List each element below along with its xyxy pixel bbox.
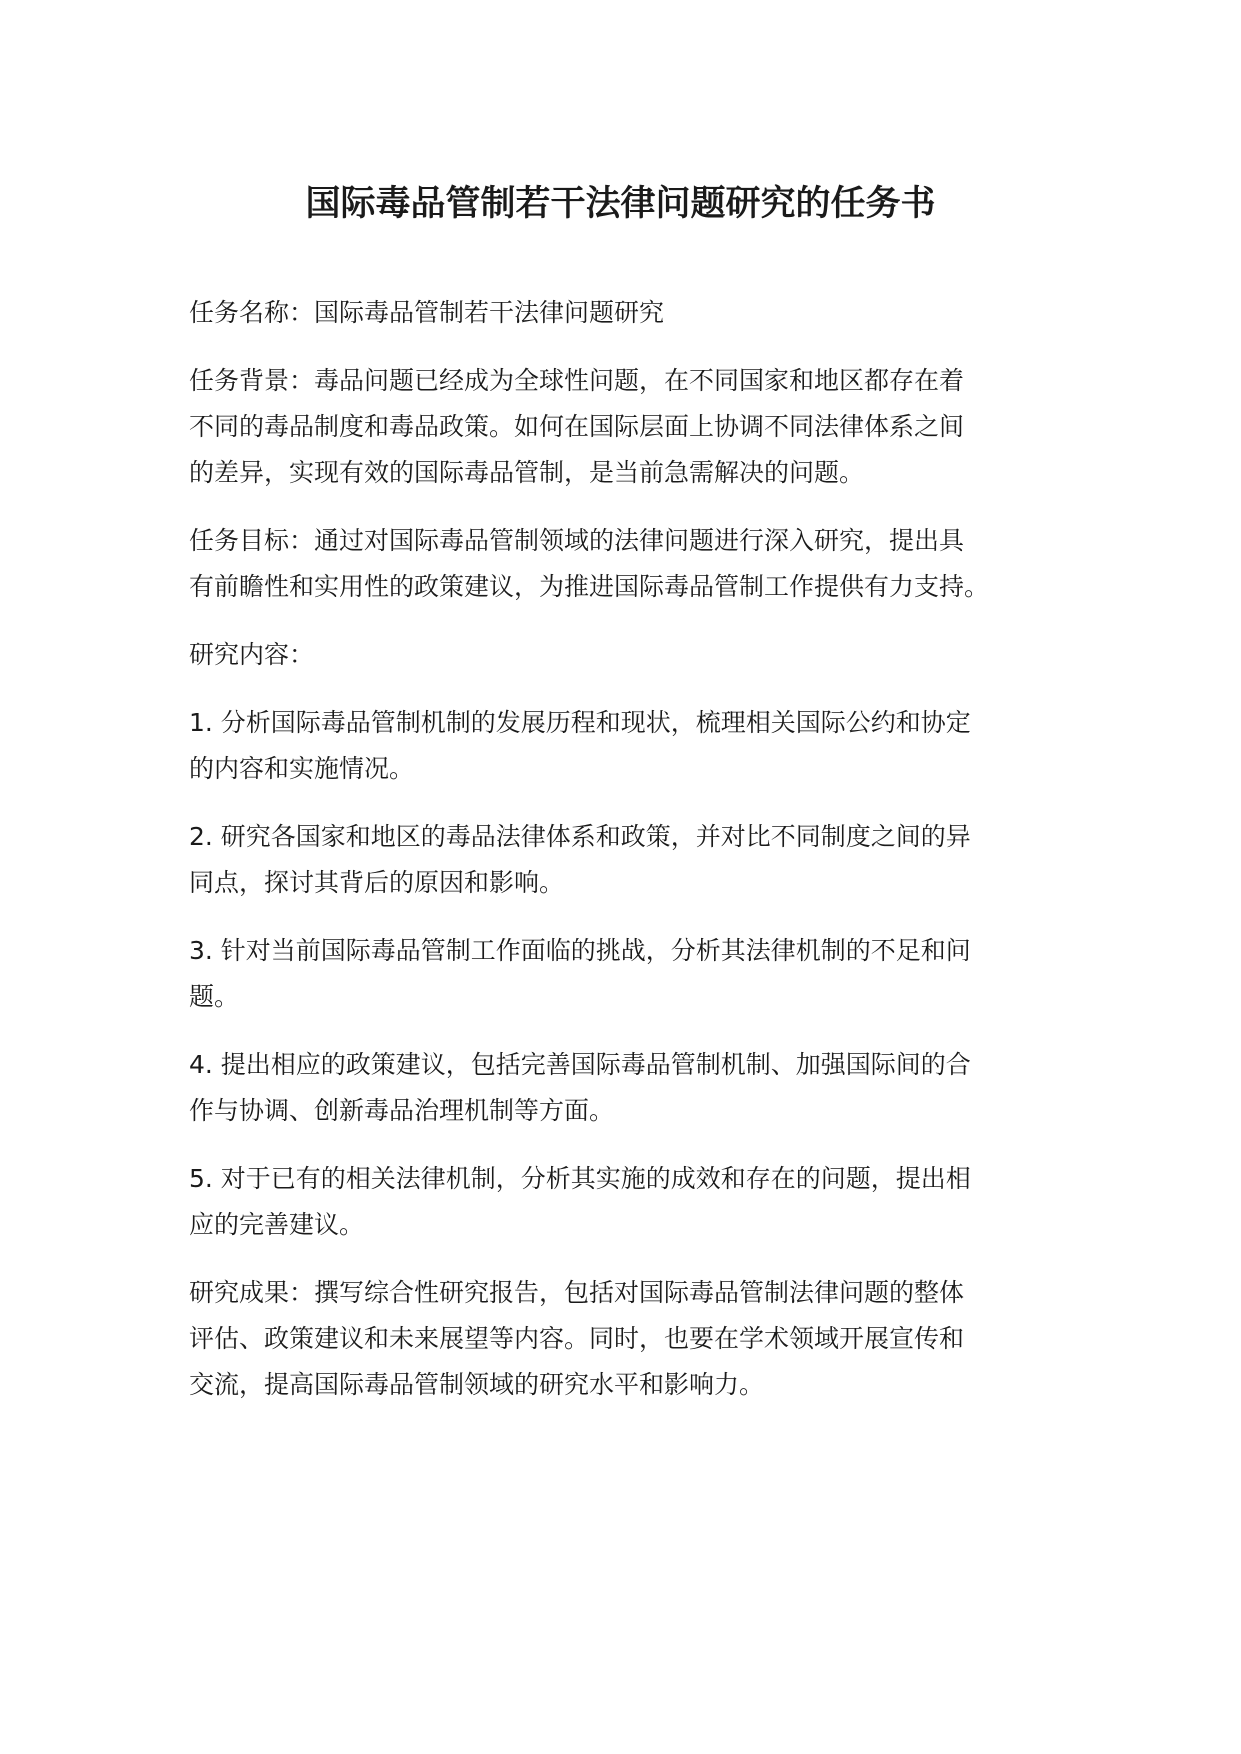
text-line: 应的完善建议。 — [189, 1210, 365, 1239]
text-line: 3. 针对当前国际毒品管制工作面临的挑战，分析其法律机制的不足和问 — [189, 936, 971, 965]
document-body — [189, 290, 1069, 1430]
paragraph-task-name — [189, 290, 1069, 336]
text-line: 同点，探讨其背后的原因和影响。 — [189, 868, 565, 897]
list-item-3 — [189, 928, 1069, 1020]
paragraph-task-goal — [189, 518, 1069, 610]
text-line: 作与协调、创新毒品治理机制等方面。 — [189, 1096, 615, 1125]
text-line: 研究内容： — [189, 640, 315, 669]
text-line: 任务背景：毒品问题已经成为全球性问题，在不同国家和地区都存在着 — [189, 366, 965, 395]
paragraph-research-results — [189, 1270, 1069, 1408]
text-line: 1. 分析国际毒品管制机制的发展历程和现状，梳理相关国际公约和协定 — [189, 708, 971, 737]
list-item-2 — [189, 814, 1069, 906]
text-line: 4. 提出相应的政策建议，包括完善国际毒品管制机制、加强国际间的合 — [189, 1050, 971, 1079]
text-line: 的内容和实施情况。 — [189, 754, 415, 783]
list-item-4 — [189, 1042, 1069, 1134]
text-line: 评估、政策建议和未来展望等内容。同时，也要在学术领域开展宣传和 — [189, 1324, 965, 1353]
text-line: 2. 研究各国家和地区的毒品法律体系和政策，并对比不同制度之间的异 — [189, 822, 971, 851]
paragraph-research-content-heading — [189, 632, 1069, 678]
text-line: 任务名称：国际毒品管制若干法律问题研究 — [189, 298, 665, 327]
text-line: 题。 — [189, 982, 240, 1011]
text-line: 的差异，实现有效的国际毒品管制，是当前急需解决的问题。 — [189, 458, 865, 487]
document-title: 国际毒品管制若干法律问题研究的任务书 — [305, 184, 936, 224]
text-line: 有前瞻性和实用性的政策建议，为推进国际毒品管制工作提供有力支持。 — [189, 572, 990, 601]
text-line: 任务目标：通过对国际毒品管制领域的法律问题进行深入研究，提出具 — [189, 526, 965, 555]
text-line: 5. 对于已有的相关法律机制，分析其实施的成效和存在的问题，提出相 — [189, 1164, 971, 1193]
text-line: 交流，提高国际毒品管制领域的研究水平和影响力。 — [189, 1370, 765, 1399]
list-item-1 — [189, 700, 1069, 792]
text-line: 不同的毒品制度和毒品政策。如何在国际层面上协调不同法律体系之间 — [189, 412, 965, 441]
list-item-5 — [189, 1156, 1069, 1248]
paragraph-task-background — [189, 358, 1069, 496]
text-line: 研究成果：撰写综合性研究报告，包括对国际毒品管制法律问题的整体 — [189, 1278, 965, 1307]
